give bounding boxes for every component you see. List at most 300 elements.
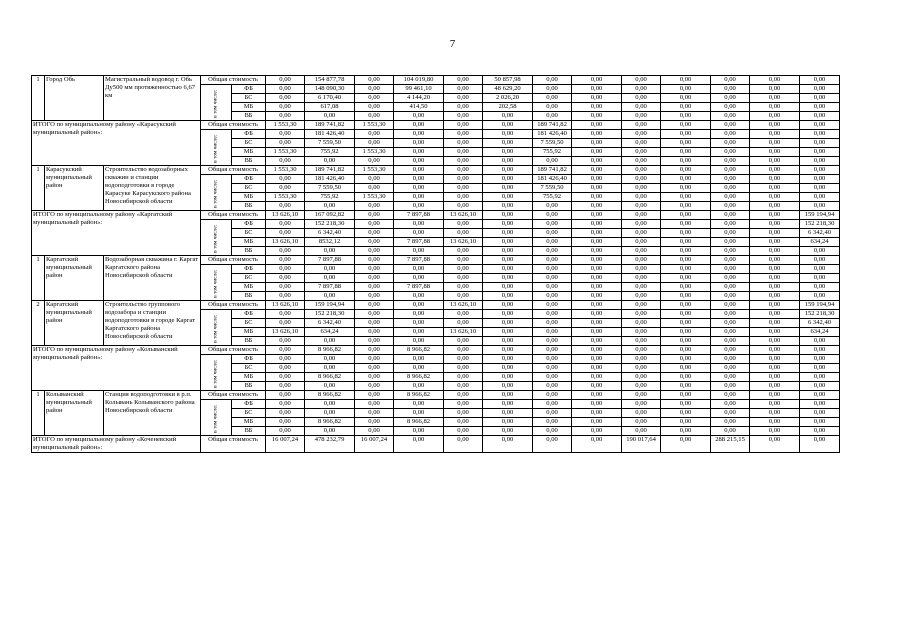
value-cell: 0,00 (533, 103, 572, 112)
value-cell: 0,00 (572, 229, 622, 238)
value-cell: 0,00 (444, 121, 483, 130)
funding-source: ФБ (232, 220, 266, 229)
value-cell: 0,00 (483, 274, 533, 283)
value-cell: 0,00 (533, 355, 572, 364)
value-cell: 0,00 (483, 355, 533, 364)
value-cell: 0,00 (622, 229, 661, 238)
value-cell: 0,00 (622, 94, 661, 103)
value-cell: 0,00 (750, 211, 800, 220)
value-cell: 0,00 (750, 238, 800, 247)
value-cell: 0,00 (355, 301, 394, 310)
value-cell: 7 897,88 (394, 283, 444, 292)
value-cell: 0,00 (800, 193, 840, 202)
value-cell: 148 090,30 (305, 85, 355, 94)
value-cell: 0,00 (394, 328, 444, 337)
value-cell: 0,00 (750, 427, 800, 436)
value-cell: 0,00 (800, 247, 840, 256)
value-cell: 0,00 (661, 94, 711, 103)
value-cell: 0,00 (355, 211, 394, 220)
value-cell: 16 007,24 (355, 436, 394, 453)
total-row (32, 346, 890, 355)
value-cell: 0,00 (711, 337, 750, 346)
row-number: 2 (32, 301, 45, 346)
value-cell: 634,24 (800, 328, 840, 337)
value-cell: 0,00 (711, 364, 750, 373)
value-cell: 0,00 (444, 427, 483, 436)
value-cell: 0,00 (800, 400, 840, 409)
value-cell: 159 194,94 (800, 301, 840, 310)
funding-source: ФБ (232, 310, 266, 319)
value-cell: 0,00 (572, 121, 622, 130)
funding-source: ВБ (232, 202, 266, 211)
including-label-cell (201, 310, 232, 346)
value-cell: 181 426,40 (305, 175, 355, 184)
value-cell: 0,00 (394, 112, 444, 121)
value-cell: 8 966,82 (394, 391, 444, 400)
value-cell: 0,00 (711, 76, 750, 85)
including-label-cell (201, 220, 232, 256)
total-cost-label: Общая стоимость (201, 211, 266, 220)
value-cell: 0,00 (483, 265, 533, 274)
value-cell: 0,00 (750, 436, 800, 453)
value-cell: 0,00 (622, 319, 661, 328)
value-cell: 0,00 (444, 103, 483, 112)
value-cell: 0,00 (444, 319, 483, 328)
value-cell: 0,00 (266, 220, 305, 229)
municipality-name: Карасукский муниципальный район (45, 166, 104, 211)
value-cell: 0,00 (355, 130, 394, 139)
total-cost-label: Общая стоимость (201, 436, 266, 453)
value-cell: 0,00 (711, 391, 750, 400)
value-cell: 99 461,10 (394, 85, 444, 94)
value-cell: 0,00 (711, 265, 750, 274)
funding-source: БС (232, 139, 266, 148)
value-cell: 0,00 (533, 211, 572, 220)
value-cell: 0,00 (572, 274, 622, 283)
value-cell: 0,00 (394, 202, 444, 211)
value-cell: 0,00 (661, 76, 711, 85)
value-cell: 0,00 (355, 184, 394, 193)
funding-source: ФБ (232, 85, 266, 94)
value-cell: 0,00 (711, 103, 750, 112)
value-cell: 0,00 (750, 130, 800, 139)
value-cell: 0,00 (266, 256, 305, 265)
value-cell: 13 626,10 (266, 238, 305, 247)
value-cell: 0,00 (711, 310, 750, 319)
object-name: Станция водоподготовки в р.п. Колывань Колыванского района Новосибирской области (104, 391, 201, 436)
object-name: Магистральный водовод г. Обь Ду500 мм протяженностью 6,67 км (104, 76, 201, 121)
value-cell: 0,00 (483, 400, 533, 409)
value-cell: 0,00 (533, 364, 572, 373)
value-cell: 0,00 (266, 391, 305, 400)
value-cell: 0,00 (355, 274, 394, 283)
funding-source: ВБ (232, 157, 266, 166)
value-cell: 0,00 (444, 283, 483, 292)
value-cell: 0,00 (483, 148, 533, 157)
including-label: в том числе: (212, 359, 219, 388)
value-cell: 0,00 (444, 292, 483, 301)
value-cell: 0,00 (711, 247, 750, 256)
value-cell: 0,00 (355, 76, 394, 85)
value-cell: 0,00 (444, 364, 483, 373)
value-cell: 0,00 (355, 409, 394, 418)
value-cell: 0,00 (394, 193, 444, 202)
value-cell: 0,00 (394, 175, 444, 184)
value-cell: 0,00 (800, 355, 840, 364)
value-cell: 0,00 (483, 436, 533, 453)
value-cell: 0,00 (355, 139, 394, 148)
value-cell: 0,00 (622, 238, 661, 247)
value-cell: 0,00 (572, 157, 622, 166)
value-cell: 8 966,82 (394, 373, 444, 382)
value-cell: 202,58 (483, 103, 533, 112)
value-cell: 0,00 (533, 202, 572, 211)
value-cell: 0,00 (394, 364, 444, 373)
value-cell: 1 553,30 (266, 166, 305, 175)
value-cell: 0,00 (800, 283, 840, 292)
value-cell: 0,00 (355, 229, 394, 238)
total-cost-label: Общая стоимость (201, 256, 266, 265)
funding-source: ФБ (232, 130, 266, 139)
value-cell: 0,00 (305, 292, 355, 301)
value-cell: 0,00 (750, 85, 800, 94)
value-cell: 0,00 (444, 391, 483, 400)
value-cell: 0,00 (572, 94, 622, 103)
value-cell: 0,00 (572, 355, 622, 364)
value-cell: 0,00 (483, 184, 533, 193)
value-cell: 0,00 (305, 382, 355, 391)
value-cell: 0,00 (750, 202, 800, 211)
value-cell: 0,00 (572, 148, 622, 157)
value-cell: 0,00 (661, 337, 711, 346)
funding-source: БС (232, 274, 266, 283)
value-cell: 0,00 (661, 220, 711, 229)
value-cell: 181 426,40 (533, 130, 572, 139)
value-cell: 0,00 (711, 148, 750, 157)
value-cell: 0,00 (750, 346, 800, 355)
value-cell: 0,00 (750, 355, 800, 364)
value-cell: 0,00 (394, 301, 444, 310)
value-cell: 0,00 (483, 319, 533, 328)
row-number: 1 (32, 76, 45, 121)
value-cell: 0,00 (622, 211, 661, 220)
value-cell: 0,00 (622, 292, 661, 301)
funding-source: БС (232, 94, 266, 103)
value-cell: 8 966,82 (305, 373, 355, 382)
value-cell: 0,00 (444, 310, 483, 319)
value-cell: 0,00 (572, 319, 622, 328)
value-cell: 0,00 (750, 247, 800, 256)
object-name: Строительство водозаборных скважин и станции водоподготовки в городе Карасуке Карасукского района Новосибирской области (104, 166, 201, 211)
value-cell: 0,00 (622, 427, 661, 436)
value-cell: 189 741,82 (305, 166, 355, 175)
value-cell: 0,00 (483, 427, 533, 436)
value-cell: 0,00 (483, 229, 533, 238)
value-cell: 0,00 (266, 373, 305, 382)
value-cell: 0,00 (355, 157, 394, 166)
total-cost-label: Общая стоимость (201, 391, 266, 400)
value-cell: 0,00 (800, 292, 840, 301)
value-cell: 0,00 (572, 85, 622, 94)
total-title: ИТОГО по муниципальному району «Каргатский муниципальный район»: (32, 211, 201, 256)
budget-table (31, 75, 890, 453)
value-cell: 0,00 (266, 382, 305, 391)
value-cell: 0,00 (305, 400, 355, 409)
value-cell: 0,00 (444, 418, 483, 427)
value-cell: 0,00 (355, 319, 394, 328)
value-cell: 8 966,82 (394, 346, 444, 355)
value-cell: 0,00 (800, 94, 840, 103)
value-cell: 0,00 (355, 103, 394, 112)
value-cell: 0,00 (711, 373, 750, 382)
value-cell: 0,00 (444, 148, 483, 157)
total-row (32, 121, 890, 130)
value-cell: 0,00 (444, 274, 483, 283)
value-cell: 7 897,88 (394, 238, 444, 247)
value-cell: 0,00 (533, 94, 572, 103)
including-label: в том числе: (212, 89, 219, 118)
value-cell: 0,00 (483, 391, 533, 400)
value-cell: 0,00 (266, 283, 305, 292)
value-cell: 0,00 (394, 265, 444, 274)
value-cell: 0,00 (355, 400, 394, 409)
value-cell: 0,00 (483, 220, 533, 229)
value-cell: 0,00 (444, 193, 483, 202)
value-cell: 0,00 (266, 175, 305, 184)
value-cell: 13 626,10 (266, 211, 305, 220)
value-cell: 0,00 (483, 157, 533, 166)
total-row (32, 211, 890, 220)
value-cell: 0,00 (622, 139, 661, 148)
value-cell: 0,00 (444, 229, 483, 238)
value-cell: 0,00 (572, 265, 622, 274)
value-cell: 0,00 (572, 364, 622, 373)
value-cell: 755,92 (305, 148, 355, 157)
value-cell: 0,00 (622, 418, 661, 427)
value-cell: 0,00 (355, 337, 394, 346)
value-cell: 0,00 (533, 409, 572, 418)
value-cell: 152 218,30 (305, 220, 355, 229)
value-cell: 0,00 (711, 220, 750, 229)
value-cell: 0,00 (711, 229, 750, 238)
value-cell: 0,00 (305, 202, 355, 211)
value-cell: 0,00 (800, 382, 840, 391)
value-cell: 0,00 (444, 157, 483, 166)
value-cell: 0,00 (711, 94, 750, 103)
value-cell: 0,00 (572, 112, 622, 121)
value-cell: 755,92 (533, 148, 572, 157)
value-cell: 7 897,88 (394, 211, 444, 220)
value-cell: 0,00 (750, 229, 800, 238)
value-cell: 0,00 (622, 265, 661, 274)
value-cell: 0,00 (572, 328, 622, 337)
total-cost-label: Общая стоимость (201, 346, 266, 355)
value-cell: 152 218,30 (800, 220, 840, 229)
object-name: Строительство группового водозабора и станции водоподготовки в городе Каргат Каргатского района Новосибирской области (104, 301, 201, 346)
value-cell: 0,00 (305, 355, 355, 364)
value-cell: 0,00 (355, 355, 394, 364)
value-cell: 0,00 (266, 112, 305, 121)
value-cell: 0,00 (750, 139, 800, 148)
value-cell: 0,00 (711, 85, 750, 94)
value-cell: 0,00 (444, 247, 483, 256)
value-cell: 0,00 (622, 103, 661, 112)
value-cell: 0,00 (533, 382, 572, 391)
value-cell: 0,00 (800, 130, 840, 139)
value-cell: 0,00 (483, 121, 533, 130)
value-cell: 0,00 (800, 157, 840, 166)
value-cell: 0,00 (711, 409, 750, 418)
value-cell: 0,00 (483, 373, 533, 382)
value-cell: 0,00 (483, 364, 533, 373)
value-cell: 0,00 (572, 391, 622, 400)
value-cell: 0,00 (750, 400, 800, 409)
value-cell: 0,00 (355, 310, 394, 319)
value-cell: 0,00 (622, 184, 661, 193)
object-row (32, 256, 890, 265)
value-cell: 0,00 (711, 193, 750, 202)
value-cell: 181 426,40 (533, 175, 572, 184)
value-cell: 0,00 (305, 265, 355, 274)
funding-source: ВБ (232, 112, 266, 121)
including-label: в том числе: (212, 404, 219, 433)
value-cell: 0,00 (661, 166, 711, 175)
value-cell: 1 553,30 (355, 193, 394, 202)
value-cell: 0,00 (750, 76, 800, 85)
value-cell: 0,00 (533, 418, 572, 427)
value-cell: 13 626,10 (444, 328, 483, 337)
value-cell: 0,00 (444, 175, 483, 184)
value-cell: 0,00 (483, 238, 533, 247)
value-cell: 0,00 (533, 256, 572, 265)
value-cell: 0,00 (355, 202, 394, 211)
value-cell: 0,00 (661, 292, 711, 301)
value-cell: 0,00 (661, 364, 711, 373)
value-cell: 0,00 (266, 364, 305, 373)
value-cell: 159 194,94 (305, 301, 355, 310)
value-cell: 0,00 (533, 247, 572, 256)
value-cell: 0,00 (750, 283, 800, 292)
value-cell: 0,00 (661, 229, 711, 238)
value-cell: 0,00 (750, 157, 800, 166)
value-cell: 0,00 (711, 211, 750, 220)
funding-source: ВБ (232, 427, 266, 436)
value-cell: 634,24 (305, 328, 355, 337)
funding-source: ВБ (232, 337, 266, 346)
value-cell: 0,00 (711, 130, 750, 139)
value-cell: 0,00 (572, 247, 622, 256)
value-cell: 0,00 (305, 274, 355, 283)
object-row (32, 391, 890, 400)
value-cell: 0,00 (661, 211, 711, 220)
value-cell: 0,00 (750, 112, 800, 121)
value-cell: 0,00 (661, 139, 711, 148)
including-label-cell (201, 130, 232, 166)
value-cell: 0,00 (622, 166, 661, 175)
value-cell: 0,00 (266, 274, 305, 283)
value-cell: 0,00 (711, 427, 750, 436)
value-cell: 0,00 (394, 337, 444, 346)
value-cell: 0,00 (661, 202, 711, 211)
object-row (32, 166, 890, 175)
value-cell: 0,00 (750, 319, 800, 328)
value-cell: 7 559,50 (305, 184, 355, 193)
value-cell: 0,00 (266, 400, 305, 409)
value-cell: 0,00 (750, 148, 800, 157)
value-cell: 0,00 (661, 319, 711, 328)
funding-source: ВБ (232, 292, 266, 301)
value-cell: 0,00 (622, 391, 661, 400)
value-cell: 0,00 (266, 85, 305, 94)
value-cell: 0,00 (394, 184, 444, 193)
value-cell: 0,00 (533, 337, 572, 346)
value-cell: 0,00 (622, 256, 661, 265)
value-cell: 0,00 (394, 310, 444, 319)
value-cell: 0,00 (750, 184, 800, 193)
value-cell: 0,00 (750, 103, 800, 112)
value-cell: 0,00 (750, 310, 800, 319)
value-cell: 0,00 (750, 94, 800, 103)
funding-source: МБ (232, 193, 266, 202)
row-number: 1 (32, 166, 45, 211)
value-cell: 0,00 (661, 103, 711, 112)
value-cell: 1 553,30 (355, 121, 394, 130)
value-cell: 0,00 (266, 427, 305, 436)
value-cell: 0,00 (711, 238, 750, 247)
value-cell: 0,00 (483, 382, 533, 391)
value-cell: 0,00 (394, 319, 444, 328)
value-cell: 0,00 (661, 427, 711, 436)
value-cell: 0,00 (483, 112, 533, 121)
value-cell: 0,00 (572, 76, 622, 85)
value-cell: 0,00 (572, 283, 622, 292)
funding-source: ФБ (232, 265, 266, 274)
value-cell: 0,00 (483, 256, 533, 265)
value-cell: 0,00 (533, 157, 572, 166)
value-cell: 0,00 (800, 76, 840, 85)
value-cell: 0,00 (444, 346, 483, 355)
total-title: ИТОГО по муниципальному району «Карасукский муниципальный район»: (32, 121, 201, 166)
value-cell: 0,00 (394, 274, 444, 283)
value-cell: 0,00 (711, 184, 750, 193)
value-cell: 0,00 (661, 400, 711, 409)
value-cell: 0,00 (305, 247, 355, 256)
funding-source: ВБ (232, 382, 266, 391)
value-cell: 0,00 (800, 103, 840, 112)
value-cell: 0,00 (355, 328, 394, 337)
value-cell: 0,00 (572, 382, 622, 391)
value-cell: 0,00 (266, 292, 305, 301)
value-cell: 0,00 (394, 292, 444, 301)
value-cell: 0,00 (533, 310, 572, 319)
value-cell: 0,00 (800, 364, 840, 373)
value-cell: 0,00 (661, 283, 711, 292)
value-cell: 0,00 (533, 436, 572, 453)
including-label: в том числе: (212, 179, 219, 208)
value-cell: 0,00 (266, 310, 305, 319)
value-cell: 189 741,82 (533, 166, 572, 175)
value-cell: 104 019,80 (394, 76, 444, 85)
value-cell: 0,00 (750, 301, 800, 310)
value-cell: 0,00 (483, 346, 533, 355)
value-cell: 0,00 (266, 247, 305, 256)
value-cell: 0,00 (572, 337, 622, 346)
value-cell: 0,00 (800, 121, 840, 130)
funding-source: БС (232, 229, 266, 238)
value-cell: 0,00 (711, 166, 750, 175)
value-cell: 0,00 (750, 391, 800, 400)
total-cost-label: Общая стоимость (201, 166, 266, 175)
